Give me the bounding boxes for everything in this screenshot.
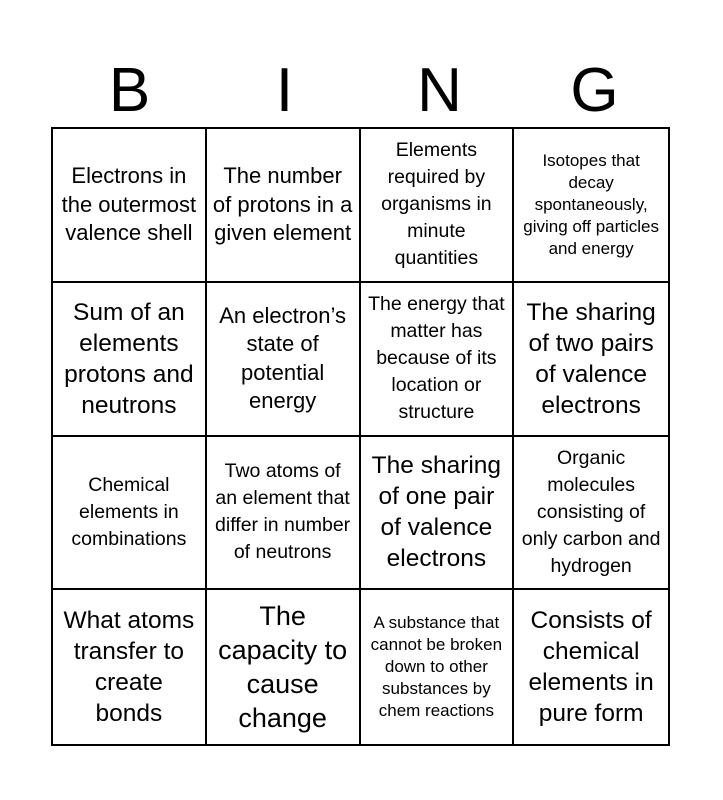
bingo-cell[interactable] — [361, 437, 515, 591]
cell-text: Sum of an elements protons and neutrons — [64, 298, 194, 419]
bingo-cell[interactable] — [514, 129, 668, 283]
bingo-cell[interactable] — [207, 590, 361, 744]
cell-text: Two atoms of an element that differ in number of neutrons — [215, 460, 351, 564]
bingo-cell[interactable] — [207, 283, 361, 437]
cell-text: A substance that cannot be broken down to other substances by chem reactions — [370, 613, 503, 721]
bingo-cell[interactable] — [361, 590, 515, 744]
bingo-header — [52, 55, 672, 127]
cell-text: Consists of chemical elements in pure form — [528, 607, 654, 728]
cell-text: Chemical elements in combinations — [71, 473, 187, 550]
header-letter-i: I — [275, 56, 294, 125]
header-letter-b: B — [108, 56, 151, 125]
cell-text: Organic molecules consisting of only carbon and hydrogen — [521, 446, 661, 577]
header-letter-n: N — [417, 56, 462, 125]
bingo-cell[interactable] — [514, 590, 668, 744]
cell-text: The energy that matter has because of its location or structure — [368, 293, 505, 424]
bingo-cell[interactable] — [514, 437, 668, 591]
bingo-cell[interactable] — [514, 283, 668, 437]
cell-text: The number of protons in a given element — [212, 163, 353, 246]
bingo-cell[interactable] — [207, 437, 361, 591]
header-letter-g: G — [570, 56, 619, 125]
bingo-cell[interactable] — [207, 129, 361, 283]
cell-text: What atoms transfer to create bonds — [63, 607, 195, 728]
cell-text: An electron’s state of potential energy — [219, 302, 347, 414]
cell-text: Elements required by organisms in minute quantities — [381, 139, 492, 270]
cell-text: The sharing of one pair of valence electrons — [371, 452, 502, 573]
bingo-cell[interactable] — [361, 283, 515, 437]
bingo-cell[interactable] — [53, 590, 207, 744]
cell-text: The capacity to cause change — [218, 601, 348, 734]
bingo-cell[interactable] — [53, 437, 207, 591]
cell-text: Isotopes that decay spontaneously, giving off particles and energy — [523, 150, 659, 258]
cell-text: The sharing of two pairs of valence electrons — [526, 298, 656, 419]
bingo-cell[interactable] — [53, 283, 207, 437]
bingo-cell[interactable] — [361, 129, 515, 283]
bingo-board — [51, 127, 670, 746]
cell-text: Electrons in the outermost valence shell — [61, 163, 197, 246]
bingo-cell[interactable] — [53, 129, 207, 283]
